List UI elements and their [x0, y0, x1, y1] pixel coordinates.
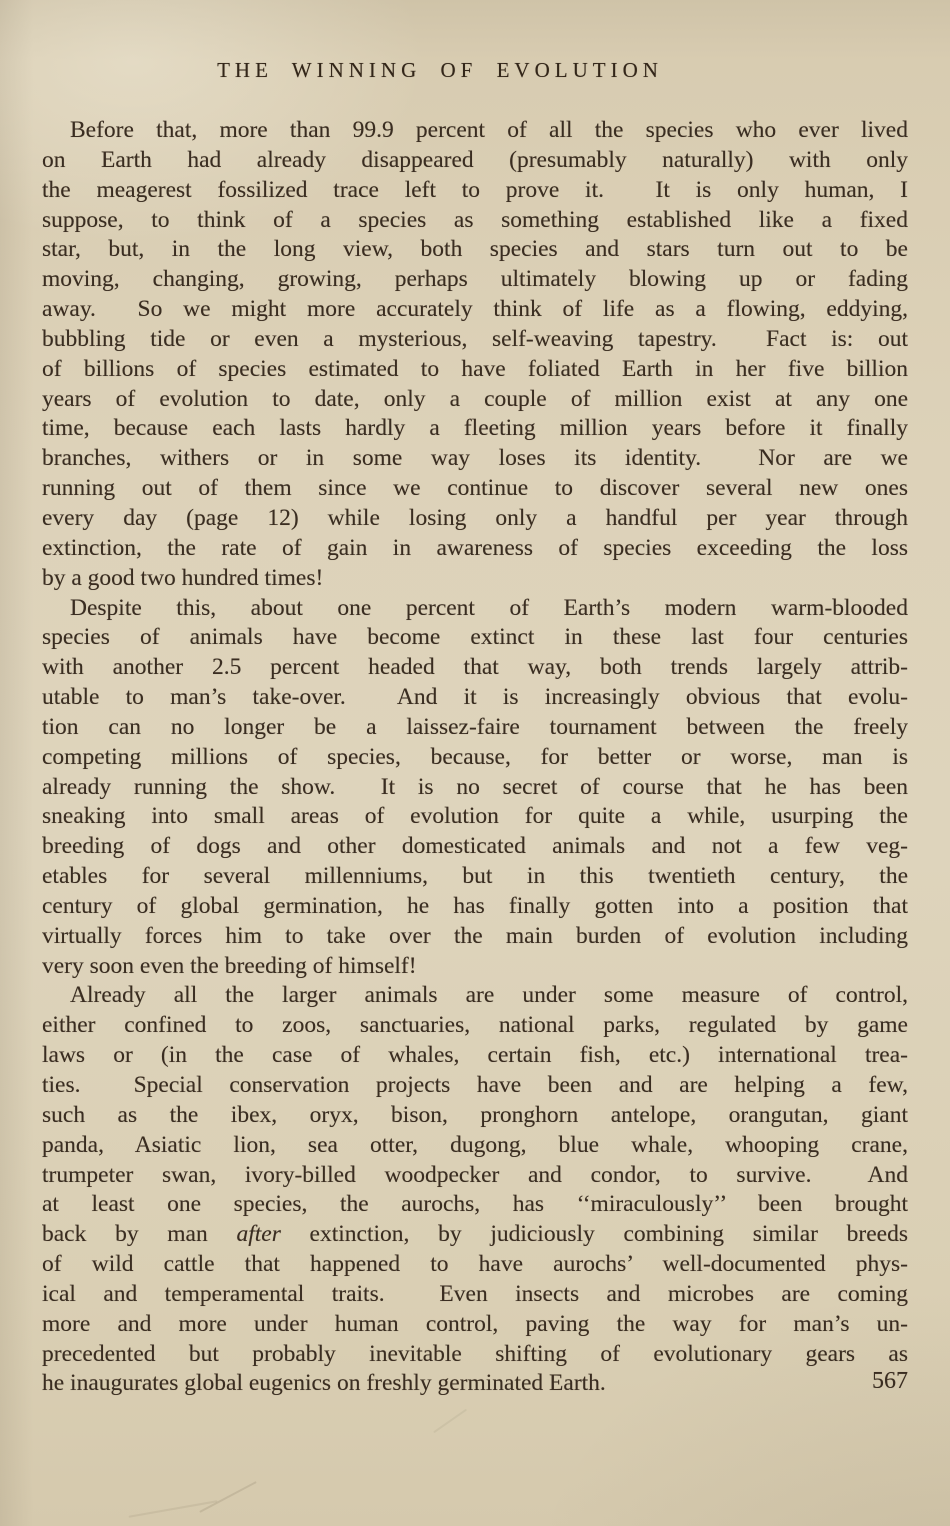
text-line: star, but, in the long view, both species and stars turn out to be [42, 236, 908, 263]
paragraph [42, 981, 908, 1399]
text-line: away. So we might more accurately think of life as a flowing, eddying, [42, 296, 908, 323]
text-line: panda, Asiatic lion, sea otter, dugong, blue whale, whooping crane, [42, 1131, 908, 1158]
pencil-scuff-decoration [433, 1409, 467, 1433]
text-line: years of evolution to date, only a couple of million exist at any one [42, 385, 908, 412]
paragraph [42, 594, 908, 982]
text-line: ties. Special conservation projects have been and are helping a few, [42, 1072, 908, 1098]
text-line: breeding of dogs and other domesticated animals and not a few veg- [42, 833, 908, 860]
page-number: 567 [872, 1368, 908, 1394]
text-line: utable to man’s take-over. And it is increasingly obvious that evolu- [42, 684, 908, 711]
text-line: precedented but probably inevitable shifting of evolutionary gears as [42, 1340, 908, 1367]
text-line: back by man after extinction, by judiciously combining similar breeds [42, 1221, 908, 1248]
text-line: either confined to zoos, sanctuaries, national parks, regulated by game [42, 1012, 908, 1039]
text-line: the meagerest fossilized trace left to prove it. It is only human, I [42, 176, 908, 203]
text-line: branches, withers or in some way loses its identity. Nor are we [42, 445, 908, 472]
text-line: sneaking into small areas of evolution for quite a while, usurping the [42, 803, 908, 830]
text-line: Before that, more than 99.9 percent of all the species who ever lived [70, 117, 908, 143]
text-line: Despite this, about one percent of Earth’s modern warm-blooded [70, 594, 908, 621]
pencil-scuff-decoration [199, 1481, 256, 1513]
text-line: with another 2.5 percent headed that way, both trends largely attrib- [42, 654, 908, 681]
text-line: virtually forces him to take over the main burden of evolution including [42, 922, 908, 949]
text-line: extinction, the rate of gain in awareness of species exceeding the loss [42, 534, 908, 561]
text-line: of wild cattle that happened to have aurochs’ well-documented phys- [42, 1251, 908, 1278]
text-line: laws or (in the case of whales, certain fish, etc.) international trea- [42, 1042, 908, 1069]
running-head: THE WINNING OF EVOLUTION [217, 58, 663, 82]
text-line: by a good two hundred times! [42, 564, 324, 591]
text-line: competing millions of species, because, for better or worse, man is [42, 743, 908, 770]
text-line: more and more under human control, paving the way for man’s un- [42, 1310, 908, 1337]
text-line: tion can no longer be a laissez-faire tournament between the freely [42, 713, 908, 740]
text-line: on Earth had already disappeared (presumably naturally) with only [42, 146, 908, 173]
text-block [42, 116, 908, 1399]
text-line: moving, changing, growing, perhaps ultimately blowing up or fading [42, 266, 908, 293]
text-line: ical and temperamental traits. Even insects and microbes are coming [42, 1280, 908, 1307]
text-line: he inaugurates global eugenics on freshly germinated Earth. [42, 1370, 606, 1397]
text-line: such as the ibex, oryx, bison, pronghorn antelope, orangutan, giant [42, 1101, 908, 1128]
text-line: species of animals have become extinct in these last four centuries [42, 624, 908, 651]
text-line: etables for several millenniums, but in this twentieth century, the [42, 863, 908, 890]
text-line: bubbling tide or even a mysterious, self-weaving tapestry. Fact is: out [42, 325, 908, 352]
text-line: time, because each lasts hardly a fleeting million years before it finally [42, 415, 908, 442]
text-line: every day (page 12) while losing only a handful per year through [42, 504, 908, 531]
text-line: century of global germination, he has finally gotten into a position that [42, 892, 908, 919]
text-line: very soon even the breeding of himself! [42, 952, 417, 979]
text-line: suppose, to think of a species as something established like a fixed [42, 206, 908, 233]
text-line: trumpeter swan, ivory-billed woodpecker and condor, to survive. And [42, 1161, 908, 1188]
paragraph [42, 116, 908, 594]
text-line: at least one species, the aurochs, has ‘‘miraculously’’ been brought [42, 1191, 908, 1218]
text-line: of billions of species estimated to have foliated Earth in her five billion [42, 355, 908, 382]
text-line: running out of them since we continue to discover several new ones [42, 475, 908, 502]
text-line: Already all the larger animals are under some measure of control, [70, 982, 908, 1009]
text-line: already running the show. It is no secret of course that he has been [42, 773, 908, 800]
